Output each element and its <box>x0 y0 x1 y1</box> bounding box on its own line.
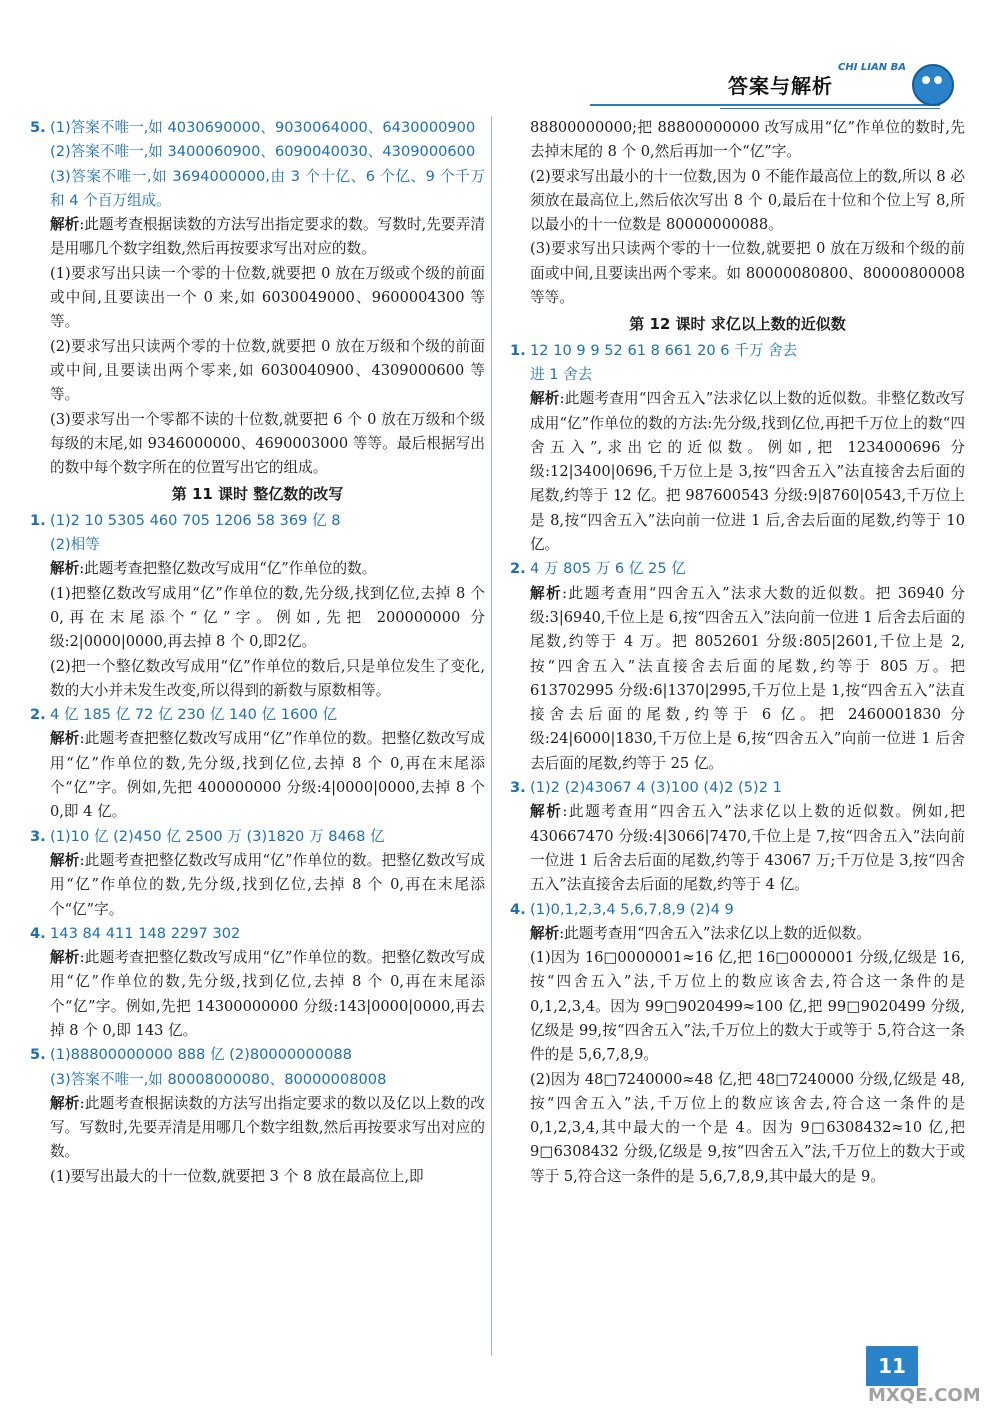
logo-eye-icon <box>922 76 930 84</box>
explanation <box>30 727 485 824</box>
explanation-label: 解析 <box>50 1094 80 1112</box>
question-number: 2. <box>510 560 526 578</box>
paragraph <box>510 363 965 387</box>
paragraph: (3)要求写出一个零都不读的十位数,就要把 6 个 0 放在万级和个级每级的末尾,如 9346000000、4690003000 等等。最后根据写出的数中每个数字所在的位置写出它的组成。 <box>50 410 485 477</box>
paragraph <box>30 140 485 164</box>
explanation-label: 解析 <box>50 216 80 234</box>
explanation-text: :此题考查用“四舍五入”法求亿以上数的近似数。例如,把 430667470 分级:4|3066|7470,千位上是 7,按“四舍五入”法向前一位进 1 后舍去后面的尾数,约等于 43067 万;千万位是 3,按“四舍五入”法直接舍去后面的尾数,约等于 4 亿。 <box>530 803 965 894</box>
column-divider <box>491 116 492 1356</box>
explanation-text: :此题考查把整亿数改写成用“亿”作单位的数。把整亿数改写成用“亿”作单位的数,先分级,找到亿位,去掉 8 个 0,再在末尾添个“亿”字。 <box>50 851 485 918</box>
question-number: 4. <box>30 924 46 942</box>
question-answer <box>30 1043 485 1067</box>
explanation-label: 解析 <box>530 390 560 408</box>
explanation-label: 解析 <box>530 803 563 821</box>
question-answer <box>30 703 485 727</box>
paragraph: (2)把一个整亿数改写成用“亿”作单位的数后,只是单位发生了变化,数的大小并未发生改变,所以得到的新数与原数相等。 <box>50 657 485 699</box>
question-answer <box>30 116 485 140</box>
answer-text: 4 万 805 万 6 亿 25 亿 <box>530 560 686 578</box>
explanation <box>30 849 485 922</box>
paragraph: 88800000000;把 88800000000 改写成用“亿”作单位的数时,先去掉末尾的 8 个 0,然后再加一个“亿”字。 <box>530 119 965 161</box>
explanation-text: :此题考查把整亿数改写成用“亿”作单位的数。把整亿数改写成用“亿”作单位的数,先分级,找到亿位,去掉 8 个 0,再在末尾添个“亿”字。例如,先把 400000000 分级:4|0000|0000,去掉 8 个 0,即 4 亿。 <box>50 730 485 821</box>
paragraph: (2)要求写出最小的十一位数,因为 0 不能作最高位上的数,所以 8 必须放在最高位上,然后依次写出 8 个 0,最后在十位和个位上写 8,所以最小的十一位数是 80000000088。 <box>530 167 965 234</box>
explanation <box>30 1092 485 1165</box>
explanation <box>30 557 485 581</box>
explanation-label: 解析 <box>50 560 80 578</box>
header-rule <box>590 104 940 106</box>
right-column <box>510 116 965 1189</box>
explanation <box>510 800 965 897</box>
logo-eye-icon <box>934 76 942 84</box>
paragraph <box>30 165 485 214</box>
paragraph: (3)要求写出只读两个零的十一位数,就要把 0 放在万级和个级的前面或中间,且要读出两个零来。如 80000080800、80000800008 等等。 <box>530 240 965 307</box>
question-number: 1. <box>30 511 46 529</box>
explanation-text: :此题考查用“四舍五入”法求大数的近似数。把 36940 分级:3|6940,千位上是 6,按“四舍五入”法向前一位进 1 后舍去后面的尾数,约等于 4 万。把 8052601 分级:805|2601,千位上是 2,按“四舍五入”法直接舍去后面的尾数,约等于 805 万。把 613702995 分级:6|1370|2995,千万位上是 1,按“四舍五入”法直接舍去后面的尾数,约等于 6 亿。把 2460001830 分级:24|6000|1830,千万位上是 6,按“四舍五入”向前一位进 1 后舍去后面的尾数,约等于 25 亿。 <box>530 584 965 772</box>
explanation <box>510 922 965 946</box>
explanation-label: 解析 <box>50 730 80 748</box>
question-answer <box>30 825 485 849</box>
explanation <box>510 582 965 776</box>
question-number: 5. <box>30 1046 46 1064</box>
watermark: MXQE.COM <box>868 1385 981 1406</box>
section-heading: 第 12 课时 求亿以上数的近似数 <box>629 315 846 334</box>
logo-text: CHI LIAN BA <box>838 62 906 73</box>
paragraph <box>30 533 485 557</box>
paragraph: (2)要求写出只读两个零的十位数,就要把 0 放在万级和个级的前面或中间,且要读出两个零来,如 6030040900、4309000600 等等。 <box>50 337 485 404</box>
paragraph <box>30 1068 485 1092</box>
explanation-text: :此题考查用“四舍五入”法求亿以上数的近似数。非整亿数改写成用“亿”作单位的数的方法:先分级,找到亿位,再把千万位上的数“四舍五入”,求出它的近似数。例如,把 1234000696 分级:12|3400|0696,千万位上是 3,按“四舍五入”法直接舍去后面的尾数,约等于 12 亿。把 987600543 分级:9|8760|0543,千万位上是 8,按“四舍五入”法向前一位进 1 后,舍去后面的尾数,约等于 10 亿。 <box>530 390 965 554</box>
question-answer <box>510 557 965 581</box>
answer-text: (1)答案不唯一,如 4030690000、9030064000、6430000900 <box>50 119 476 136</box>
question-answer <box>510 339 965 363</box>
page-number: 11 <box>866 1346 918 1386</box>
paragraph: (1)把整亿数改写成用“亿”作单位的数,先分级,找到亿位,去掉 8 个 0,再在末尾添个“亿”字。例如,先把 200000000 分级:2|0000|0000,再去掉 8 个 0,即2亿。 <box>50 584 485 651</box>
explanation <box>30 946 485 1043</box>
answer-text: (1)88800000000 888 亿 (2)80000000088 <box>50 1046 352 1064</box>
question-number: 3. <box>30 827 46 845</box>
explanation-text: :此题考查根据读数的方法写出指定要求的数。写数时,先要弄清是用哪几个数字组数,然后再按要求写出对应的数。 <box>50 216 485 258</box>
answer-text: (3)答案不唯一,如 80008000080、80000008008 <box>50 1070 387 1088</box>
answer-text: 143 84 411 148 2297 302 <box>50 924 241 942</box>
answer-text: 12 10 9 9 52 61 8 661 20 6 千万 舍去 <box>530 341 798 359</box>
section-heading: 第 11 课时 整亿数的改写 <box>171 485 344 504</box>
question-number: 3. <box>510 779 526 797</box>
answer-text: (2)相等 <box>50 536 100 554</box>
paragraph: (2)因为 48□7240000≈48 亿,把 48□7240000 分级,亿级是 48,按“四舍五入”法,千万位上的数应该舍去,符合这一条件的是 0,1,2,3,4,其中最大的一个是 4。因为 9□6308432≈10 亿,把 9□6308432 分级,亿级是 9,按“四舍五入”法,千万位上的数大于或等于 5,符合这一条件的是 5,6,7,8,9,其中最大的是 9。 <box>530 1070 965 1185</box>
answer-text: 4 亿 185 亿 72 亿 230 亿 140 亿 1600 亿 <box>50 706 338 724</box>
answer-text: (1)2 10 5305 460 705 1206 58 369 亿 8 <box>50 511 341 529</box>
question-number: 4. <box>510 900 526 918</box>
header-title: 答案与解析 <box>728 74 833 98</box>
explanation <box>510 387 965 557</box>
page-header <box>0 60 1000 120</box>
paragraph: (1)因为 16□0000001≈16 亿,把 16□0000001 分级,亿级是 16,按“四舍五入”法,千万位上的数应该舍去,符合这一条件的是 0,1,2,3,4。因为 99□9020499≈100 亿,把 99□9020499 分级,亿级是 99,按“四舍五入”法,千万位上的数大于或等于 5,符合这一条件的是 5,6,7,8,9。 <box>530 949 965 1064</box>
explanation-label: 解析 <box>50 851 80 869</box>
header-rule-secondary <box>720 108 940 109</box>
explanation <box>30 213 485 262</box>
question-answer <box>510 776 965 800</box>
explanation-text: :此题考查根据读数的方法写出指定要求的数以及亿以上数的改写。写数时,先要弄清是用哪几个数字组数,然后再按要求写出对应的数。 <box>50 1094 485 1161</box>
answer-text: (3)答案不唯一,如 3694000000,由 3 个十亿、6 个亿、9 个千万和 4 个百万组成。 <box>50 167 485 209</box>
question-answer <box>30 922 485 946</box>
explanation-text: :此题考查把整亿数改写成用“亿”作单位的数。把整亿数改写成用“亿”作单位的数,先分级,找到亿位,去掉 8 个 0,再在末尾添个“亿”字。例如,先把 14300000000 分级:143|0000|0000,再去掉 8 个 0,即 143 亿。 <box>50 949 485 1039</box>
answer-text: (1)10 亿 (2)450 亿 2500 万 (3)1820 万 8468 亿 <box>50 827 385 845</box>
answer-text: (2)答案不唯一,如 3400060900、6090040030、4309000600 <box>50 143 476 161</box>
answer-text: (1)0,1,2,3,4 5,6,7,8,9 (2)4 9 <box>530 900 734 918</box>
explanation-label: 解析 <box>50 949 80 967</box>
explanation-label: 解析 <box>530 924 560 942</box>
paragraph: (1)要求写出只读一个零的十位数,就要把 0 放在万级或个级的前面或中间,且要读出一个 0 来,如 6030049000、9600004300 等等。 <box>50 264 485 331</box>
question-number: 2. <box>30 706 46 724</box>
question-number: 5. <box>30 119 46 136</box>
answer-text: (1)2 (2)43067 4 (3)100 (4)2 (5)2 1 <box>530 779 782 797</box>
explanation-text: :此题考查用“四舍五入”法求亿以上数的近似数。 <box>559 924 871 942</box>
left-column <box>30 116 485 1189</box>
mascot-logo-icon <box>912 64 954 106</box>
question-number: 1. <box>510 341 526 359</box>
paragraph: (1)要写出最大的十一位数,就要把 3 个 8 放在最高位上,即 <box>50 1167 424 1185</box>
question-answer <box>510 898 965 922</box>
answer-text: 进 1 舍去 <box>530 365 593 383</box>
question-answer <box>30 509 485 533</box>
explanation-label: 解析 <box>530 584 563 602</box>
explanation-text: :此题考查把整亿数改写成用“亿”作单位的数。 <box>79 560 377 578</box>
